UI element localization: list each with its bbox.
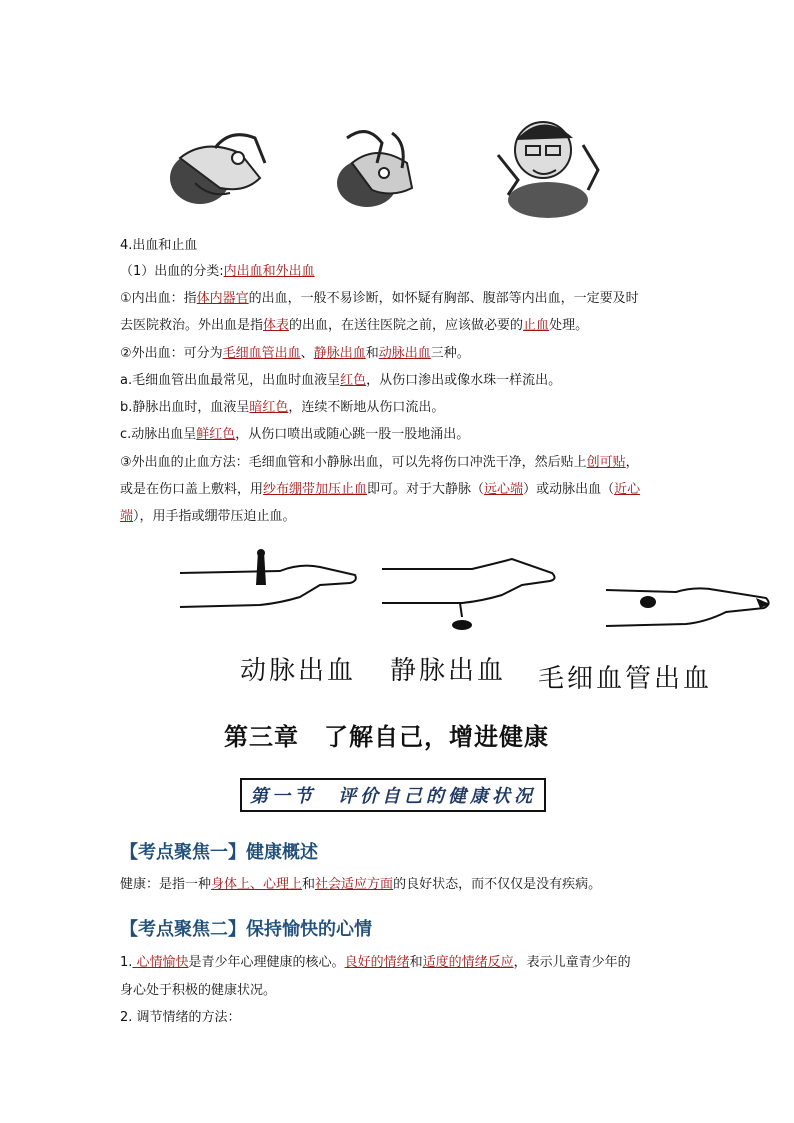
artery-line: c.动脉出血呈鲜红色，从伤口喷出或随心跳一股一股地涌出。: [120, 427, 470, 442]
rescue-illustration-2: [322, 118, 422, 218]
caption-artery: 动脉出血: [240, 656, 357, 686]
health-definition: 健康：是指一种身体上、心理上和社会适应方面的良好状态，而不仅仅是没有疾病。: [120, 877, 602, 892]
hand-capillary-illustration: [606, 582, 776, 642]
arm-vein-illustration: [382, 555, 562, 645]
method-line2: 或是在伤口盖上敷料，用纱布绷带加压止血即可。对于大静脉（远心端）或动脉出血（近心: [120, 482, 641, 497]
method-line3: 端），用手指或绷带压迫止血。: [120, 509, 296, 524]
classify-line: （1）出血的分类:内出血和外出血: [120, 264, 315, 279]
arm-artery-illustration: [180, 545, 360, 625]
section-title-box: 第一节 评价自己的健康状况: [240, 778, 546, 812]
mood-line1: 1. 心情愉快是青少年心理健康的核心。良好的情绪和适度的情绪反应，表示儿童青少年的: [120, 955, 631, 970]
inner-bleeding-line1: ①内出血：指体内器官的出血，一般不易诊断，如怀疑有胸部、腹部等内出血，一定要及时: [120, 291, 639, 306]
mood-line3: 2. 调节情绪的方法：: [120, 1010, 241, 1025]
rescue-illustration-3: [488, 110, 608, 220]
caption-capillary: 毛细血管出血: [538, 664, 713, 694]
vein-line: b.静脉出血时，血液呈暗红色，连续不断地从伤口流出。: [120, 400, 445, 415]
inner-bleeding-line2: 去医院救治。外出血是指体表的出血，在送往医院之前，应该做必要的止血处理。: [120, 318, 589, 333]
capillary-line: a.毛细血管出血最常见，出血时血液呈红色，从伤口渗出或像水珠一样流出。: [120, 373, 562, 388]
rescue-illustration-1: [160, 118, 270, 218]
chapter-title: 第三章 了解自己，增进健康: [224, 723, 549, 751]
outer-bleeding-line: ②外出血：可分为毛细血管出血、静脉出血和动脉出血三种。: [120, 346, 470, 361]
section4-title: 4.出血和止血: [120, 238, 198, 253]
keypoint1-heading: 【考点聚焦一】健康概述: [120, 842, 318, 863]
mood-line2: 身心处于积极的健康状况。: [120, 983, 277, 998]
caption-vein: 静脉出血: [390, 656, 507, 686]
keypoint2-heading: 【考点聚焦二】保持愉快的心情: [120, 919, 372, 940]
method-line1: ③外出血的止血方法：毛细血管和小静脉出血，可以先将伤口冲洗干净，然后贴上创可贴，: [120, 455, 639, 470]
